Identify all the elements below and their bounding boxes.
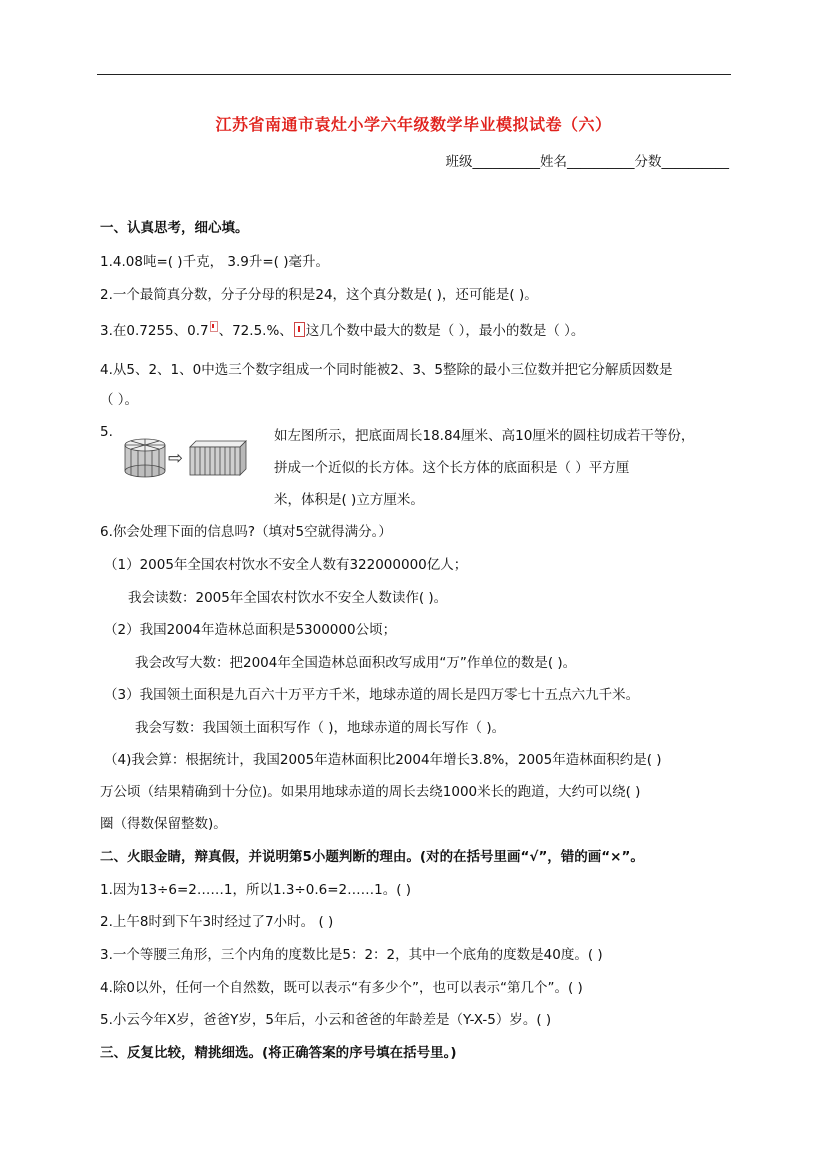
question-1-5-number: 5.: [100, 424, 113, 440]
question-1-3-part-a: 3.在0.7255、0.7: [100, 323, 209, 339]
question-1-6-3: （3）我国领土面积是九百六十万平方千米，地球赤道的周长是四万零七十五点六九千米。: [104, 687, 640, 703]
question-1-6-2: （2）我国2004年造林总面积是5300000公顷；: [104, 622, 397, 638]
section-2-heading: 二、火眼金睛，辩真假，并说明第5小题判断的理由。(对的在括号里画“√”，错的画“×”。: [100, 849, 644, 865]
broken-image-icon: [294, 322, 305, 337]
question-1-6-2-answer: 我会改写大数：把2004年全国造林总面积改写成用“万”作单位的数是( )。: [135, 655, 577, 671]
question-2-5: 5.小云今年X岁，爸爸Y岁，5年后，小云和爸爸的年龄差是（Y-X-5）岁。( ): [100, 1012, 552, 1028]
question-1-6-1: （1）2005年全国农村饮水不安全人数有322000000亿人；: [104, 557, 468, 573]
approx-cuboid: [190, 441, 246, 475]
cylinder-to-cuboid-figure: [120, 433, 250, 481]
question-2-3: 3.一个等腰三角形，三个内角的度数比是5：2：2，其中一个底角的度数是40度。( ): [100, 947, 603, 963]
student-info-line: 班级__________姓名__________分数__________: [445, 154, 729, 170]
question-1-5-line-3: 米，体积是( )立方厘米。: [274, 492, 424, 508]
section-1-heading: 一、认真思考，细心填。: [100, 220, 249, 236]
section-3-heading: 三、反复比较，精挑细选。(将正确答案的序号填在括号里。): [100, 1045, 457, 1061]
question-2-2: 2.上午8时到下午3时经过了7小时。 ( ): [100, 914, 334, 930]
right-arrow-icon: ⇨: [168, 448, 184, 469]
question-1-2: 2.一个最简真分数，分子分母的积是24，这个真分数是( )，还可能是( )。: [100, 287, 538, 303]
broken-image-icon: [210, 321, 218, 332]
question-1-6-3-answer: 我会写数：我国领土面积写作（ )，地球赤道的周长写作（ )。: [135, 720, 506, 736]
question-1-5-line-2: 拼成一个近似的长方体。这个长方体的底面积是（ ）平方厘: [274, 460, 630, 476]
question-1-4-line-2: （ ）。: [100, 392, 139, 408]
question-1-6: 6.你会处理下面的信息吗?（填对5空就得满分。）: [100, 524, 392, 540]
question-2-1: 1.因为13÷6=2……1，所以1.3÷0.6=2……1。( ): [100, 882, 412, 898]
sliced-cylinder: [125, 439, 165, 477]
question-1-6-4-line-3: 圈（得数保留整数)。: [100, 816, 227, 832]
page-title: 江苏省南通市袁灶小学六年级数学毕业模拟试卷（六）: [215, 115, 612, 134]
question-1-3-part-c: 这几个数中最大的数是（ ），最小的数是（ ）。: [305, 323, 585, 339]
question-1-3: [100, 319, 584, 339]
question-1-6-4-line-1: （4)我会算：根据统计，我国2005年造林面积比2004年增长3.8%，2005年造林面积约是( ): [104, 752, 662, 768]
question-1-6-1-answer: 我会读数：2005年全国农村饮水不安全人数读作( )。: [128, 590, 448, 606]
question-1-4-line-1: 4.从5、2、1、0中选三个数字组成一个同时能被2、3、5整除的最小三位数并把它分解质因数是: [100, 362, 673, 378]
question-1-1: 1.4.08吨=( )千克， 3.9升=( )毫升。: [100, 254, 329, 270]
question-1-5-line-1: 如左图所示，把底面周长18.84厘米、高10厘米的圆柱切成若干等份，: [274, 428, 695, 444]
question-1-3-part-b: 、72.5.%、: [218, 323, 293, 339]
question-1-6-4-line-2: 万公顷（结果精确到十分位)。如果用地球赤道的周长去绕1000米长的跑道，大约可以绕( ): [100, 784, 641, 800]
header-rule: [97, 74, 731, 75]
question-2-4: 4.除0以外，任何一个自然数，既可以表示“有多少个”，也可以表示“第几个”。( ): [100, 980, 583, 996]
